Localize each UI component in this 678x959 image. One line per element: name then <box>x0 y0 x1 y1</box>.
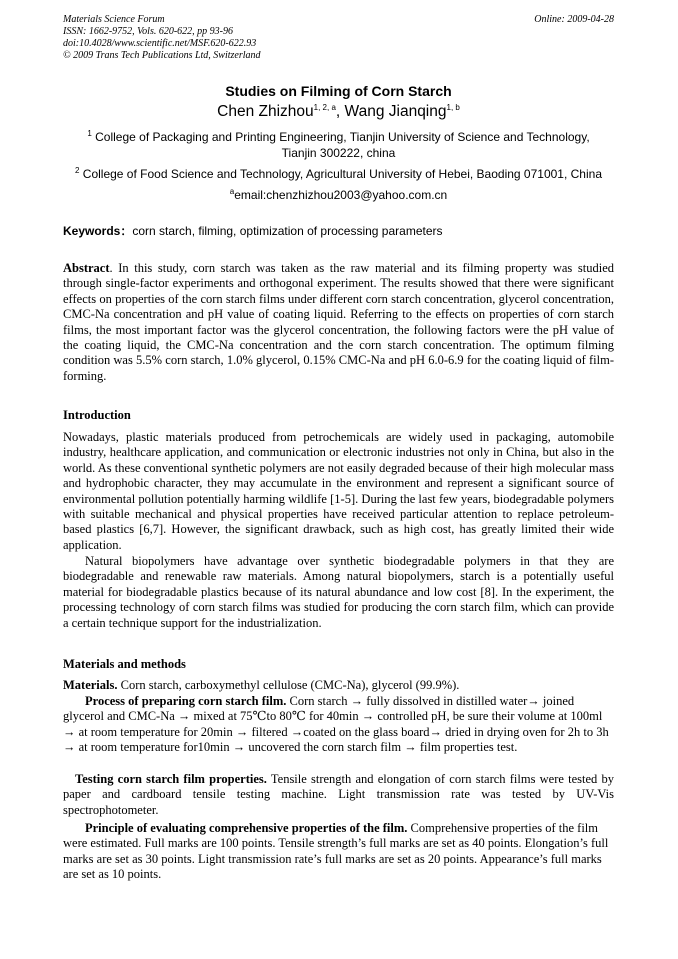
author-name: Wang Jianqing <box>344 103 447 120</box>
testing-label: Testing corn starch film properties. <box>75 772 267 786</box>
principle-paragraph <box>63 821 614 883</box>
author-affiliation-marker: 1, b <box>446 102 460 112</box>
keywords-text: corn starch, filming, optimization of processing parameters <box>132 224 443 238</box>
copyright-line: © 2009 Trans Tech Publications Ltd, Switzerland <box>63 50 261 61</box>
keywords-label: Keywords： <box>63 224 133 238</box>
testing-paragraph <box>63 772 614 818</box>
introduction-paragraph: Nowadays, plastic materials produced from petrochemicals are widely used in packaging, automobile industry, healthcare application, and communication or electronic industries not only in China, but also in the world. As these conventional synthetic polymers are not easily degraded because of their high molecular mass and hydrophobic character, they may accumulate in the environment and represent a significant source of environmental pollution potentially harming wildlife [1-5]. During the last few years, biodegradable polymers with suitable mechanical and physical properties have received particular attention to replace petroleum-based plastics [6,7]. However, the significant drawback, such as high cost, has greatly limited their wide application. <box>63 430 614 552</box>
process-paragraph <box>63 694 614 756</box>
contact-email <box>63 187 614 203</box>
abstract-text: . In this study, corn starch was taken as the raw material and its filming property was studied through single-factor experiments and orthogonal experiment. The results showed that there were significant effects on properties of the corn starch films under different corn starch concentration, glycerol concentration, CMC-Na concentration and pH value of coating liquid. Referring to the effects on properties of corn starch films, the most important factor was the glycerol concentration, the following factors were the pH value of the coating liquid, the CMC-Na concentration and the corn starch concentration. The optimum filming condition was 5.5% corn starch, 1.0% glycerol, 0.15% CMC-Na and pH 6.0-6.9 for the coating liquid of film-forming. <box>63 261 614 383</box>
author-affiliation-marker: 1, 2, a <box>313 102 336 112</box>
materials-text: Corn starch, carboxymethyl cellulose (CMC-Na), glycerol (99.9%). <box>117 678 460 692</box>
email-text: email:chenzhizhou2003@yahoo.com.cn <box>234 188 448 202</box>
author-line <box>63 101 614 123</box>
affiliation-text: College of Packaging and Printing Engineering, Tianjin University of Science and Technology, Tianjin 300222, china <box>95 130 590 160</box>
affiliation-number: 1 <box>87 129 92 138</box>
journal-header <box>63 14 261 62</box>
paper-title: Studies on Filming of Corn Starch <box>225 83 452 99</box>
online-date: Online: 2009-04-28 <box>534 14 614 25</box>
abstract-label: Abstract <box>63 261 110 275</box>
author-name: Chen Zhizhou <box>217 103 314 120</box>
author-separator: , <box>335 103 345 120</box>
journal-name: Materials Science Forum <box>63 14 165 25</box>
principle-text: Comprehensive properties of the film were estimated. Full marks are 100 points. Tensile strength’s full marks are set as 40 points. Elongation’s full marks are set as 30 points. Light transmission rate’s full marks are set as 20 points. Appearance’s full marks are set as 10 points. <box>63 821 609 882</box>
affiliation-number: 2 <box>74 166 80 175</box>
process-label: Process of preparing corn starch film. <box>85 694 287 708</box>
issn-line: ISSN: 1662-9752, Vols. 620-622, pp 93-96 <box>63 26 233 37</box>
methods-heading: Materials and methods <box>63 657 186 671</box>
affiliation-1 <box>63 129 614 161</box>
materials-label: Materials. <box>63 678 118 692</box>
principle-label: Principle of evaluating comprehensive properties of the film. <box>85 821 408 835</box>
keywords-line <box>63 223 443 239</box>
abstract-paragraph <box>63 261 614 384</box>
process-text: Corn starch → fully dissolved in distilled water→ joined glycerol and CMC-Na → mixed at 75℃to 80℃ for 40min → controlled pH, be sure their volume at 100ml → at room temperature for 20min → filtered →coated on the glass board→ dried in drying oven for 2h to 3h → at room temperature for10min → uncovered the corn starch film → film properties test. <box>63 694 609 755</box>
introduction-heading: Introduction <box>63 408 131 422</box>
introduction-paragraph: Natural biopolymers have advantage over synthetic biodegradable polymers in that they are biodegradable and renewable raw materials. Among natural biopolymers, starch is a potentially useful material for biodegradable plastics because of its natural abundance and low cost [8]. In the experiment, the processing technology of corn starch films was studied for producing the corn starch film, which can provide a certain technique support for the industrialization. <box>63 554 614 630</box>
affiliation-2 <box>63 166 614 182</box>
materials-paragraph <box>63 678 614 693</box>
testing-text: Tensile strength and elongation of corn starch films were tested by paper and cardboard tensile testing machine. Light transmission rate was tested by UV-Vis spectrophotometer. <box>63 772 614 817</box>
doi-line: doi:10.4028/www.scientific.net/MSF.620-622.93 <box>63 38 257 49</box>
affiliation-text: College of Food Science and Technology, Agricultural University of Hebei, Baoding 071001, China <box>82 167 602 181</box>
email-marker: a <box>229 187 235 196</box>
